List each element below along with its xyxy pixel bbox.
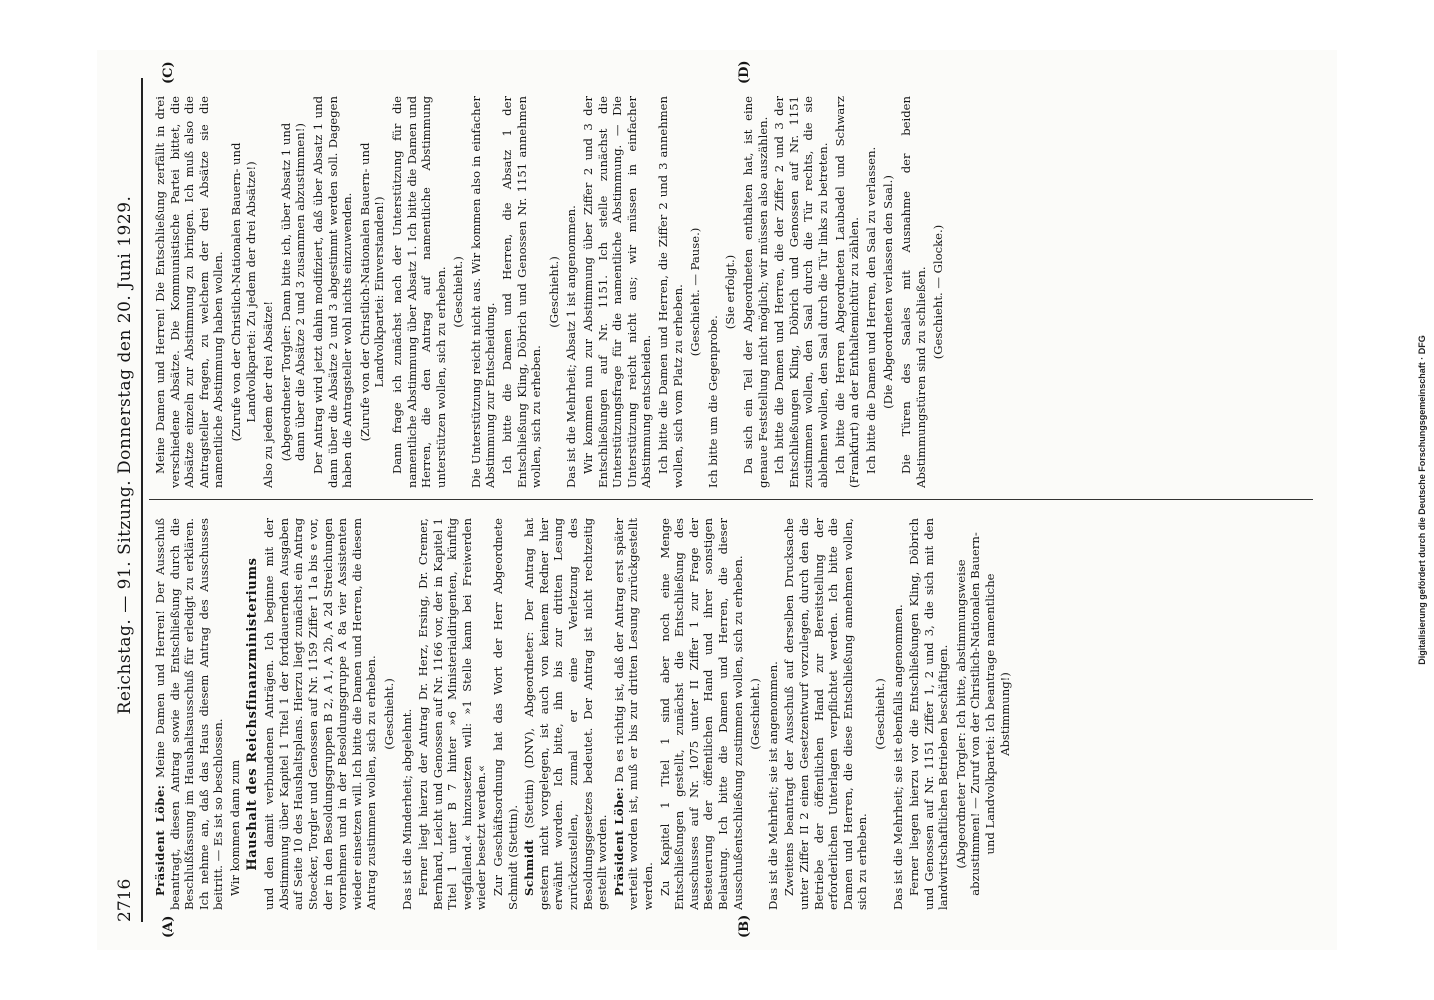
page-number: 2716 — [115, 878, 135, 922]
stage-direction: (Abgeordneter Torgler: Ich bitte, abstimmungsweise abzustimmen! — Zuruf von der Christlich-Nationalen Bauern- und Landvolkpartei: Ich beantrage namentliche Abstimmung!) — [953, 532, 1012, 896]
paragraph: Das ist die Mehrheit; Absatz 1 ist angenommen. — [564, 205, 579, 488]
stage-direction: (Geschieht. — Glocke.) — [931, 224, 946, 360]
paragraph: Das ist die Mehrheit; sie ist angenommen. — [765, 661, 780, 910]
column-divider — [149, 499, 1313, 500]
paragraph: Der Antrag wird jetzt dahin modifiziert, daß über Absatz 1 und dann über die Absätze 2 und 3 abgestimmt werden soll. Dagegen haben die Antragsteller wohl nichts einzuwenden. — [310, 96, 355, 488]
stage-direction: (Geschieht.) — [546, 256, 561, 328]
margin-marker-d: (D) — [737, 60, 752, 84]
running-title: Reichstag. — 91. Sitzung. Donnerstag den 20. Juni 1929. — [115, 195, 135, 715]
stage-direction: (Zurufe von der Christlich-Nationalen Bauern- und Landvolkpartei: Zu jedem der drei Absätze!) — [228, 142, 258, 442]
stage-direction: (Sie erfolgt.) — [723, 254, 738, 330]
paragraph: Ich bitte die Damen und Herren, die der Ziffer 2 und 3 der Entschließungen Kling, Döbrich und Genossen auf Nr. 1151 zustimmen wollen, den Saal durch die Tür rechts, die sie ablehnen wollen, den Saal durch die Tür links zu betreten. — [772, 96, 830, 488]
paragraph: und den damit verbundenen Anträgen. Ich beginne mit der Abstimmung über Kapitel 1 Titel 1 der fortdauernden Ausgaben auf Seite 10 des Haushaltsplans. Hierzu liegt zunächst ein Antrag Stoecker, Torgler und Genossen auf Nr. 1159 Ziffer 1 1a bis e vor, der in den Besoldungsgruppen B 2, A 1, A 2b, A 2d Streichungen vornehmen und in der Besoldungsgruppe A 8a vier Assistenten wieder einsetzen will. Ich bitte die Damen und Herren, die diesem Antrag zustimmen wollen, sich zu erheben. — [262, 518, 379, 910]
paragraph: Die Unterstützung reicht nicht aus. Wir kommen also in einfacher Abstimmung zur Entscheidung. — [468, 96, 498, 488]
paragraph: Also zu jedem der drei Absätze! — [261, 300, 276, 488]
paragraph-text: Meine Damen und Herren! Der Ausschuß beantragt, diesen Antrag sowie die Entschließung durch die Beschlußfassung im Haushaltsausschuß für erledigt zu erklären. Ich nehme an, daß das Haus diesem Antrag des Ausschusses beitritt. — Es ist so beschlossen. — [153, 518, 226, 910]
paragraph: Ich bitte die Damen und Herren, die Ziffer 2 und 3 annehmen wollen, sich vom Platz zu erheben. — [656, 96, 685, 488]
paragraph: Ich bitte die Damen und Herren, die Absatz 1 der Entschließung Kling, Döbrich und Genossen Nr. 1151 annehmen wollen, sich zu erheben. — [500, 96, 544, 488]
paragraph: Ich bitte die Herren Abgeordneten Laubadel und Schwarz (Frankfurt) an der Enthaltemichtür zu zählen. — [832, 96, 862, 488]
paragraph — [612, 518, 656, 910]
right-column — [153, 96, 1317, 488]
paragraph: Wir kommen dann zum — [227, 759, 242, 896]
speaker-name: Präsident Löbe: — [153, 784, 167, 896]
paragraph: Dann frage ich zunächst nach der Unterstützung für die namentliche Abstimmung über Absatz 1. Ich bitte die Damen und Herren, die den Antrag auf namentliche Abstimmung unterstützen wollen, sich zu erheben. — [389, 96, 448, 488]
section-heading: Haushalt des Reichsfinanzministeriums — [244, 557, 260, 871]
paragraph: Das ist die Mehrheit; sie ist ebenfalls angenommen. — [890, 604, 905, 910]
digitization-credit: Digitalisierung gefördert durch die Deutsche Forschungsgemeinschaft · DFG — [1417, 335, 1427, 665]
paragraph: Ich bitte die Damen und Herren, den Saal zu verlassen. — [863, 146, 878, 474]
paragraph: Ferner liegen hierzu vor die Entschließungen Kling, Döbrich und Genossen auf Nr. 1151 Ziffer 1, 2 und 3, die sich mit den landwirtschaftlichen Betrieben beschäftigen. — [907, 518, 951, 910]
paragraph: Wir kommen nun zur Abstimmung über Ziffer 2 und 3 der Entschließungen auf Nr. 1151. Ich stelle zunächst die Unterstützungsfrage für die namentliche Abstimmung. — Die Unterstützung reicht nicht aus; wir müssen in einfacher Abstimmung entscheiden. — [581, 96, 654, 488]
stage-direction: (Abgeordneter Torgler: Dann bitte ich, über Absatz 1 und dann über die Absätze 2 und 3 zusammen abzustimmen!) — [278, 122, 308, 462]
stage-direction: (Zurufe von der Christlich-Nationalen Bauern- und Landvolkpartei: Einverstanden!) — [357, 142, 387, 442]
stage-direction: (Geschieht.) — [381, 678, 396, 750]
stage-direction: (Geschieht.) — [748, 678, 763, 750]
paragraph: Ferner liegt hierzu der Antrag Dr. Herz, Ersing, Dr. Cremer, Bernhard, Leicht und Genossen auf Nr. 1166 vor, der in Kapitel 1 Titel 1 unter B 7 hinter »6 Ministerialdirigenten, künftig wegfallend.« hinzusetzen will: »1 Stelle kann bei Freiwerden wieder besetzt werden.« — [416, 518, 489, 910]
stage-direction: (Die Abgeordneten verlassen den Saal.) — [881, 175, 896, 409]
paragraph: Ich bitte um die Gegenprobe. — [705, 315, 720, 488]
speaker-name: Präsident Löbe: — [611, 786, 626, 896]
left-column — [153, 518, 1317, 910]
paragraph — [522, 518, 610, 910]
margin-marker-b: (B) — [737, 914, 752, 938]
stage-direction: (Geschieht.) — [451, 256, 466, 328]
paragraph: Zu Kapitel 1 Titel 1 sind aber noch eine Menge Entschließungen gestellt, zunächst die Entschließung des Ausschusses auf Nr. 1075 unter II Ziffer 1 zur Frage der Besteuerung der öffentlichen Hand und ihrer sonstigen Belastung. Ich bitte die Damen und Herren, die dieser Ausschußentschließung zustimmen wollen, sich zu erheben. — [657, 518, 745, 910]
stage-direction: (Geschieht.) — [872, 678, 887, 750]
speaker-name: Schmidt — [522, 839, 537, 896]
paragraph: Zur Geschäftsordnung hat das Wort der Herr Abgeordnete Schmidt (Stettin). — [491, 518, 520, 910]
paragraph: Das ist die Minderheit; abgelehnt. — [399, 708, 414, 910]
document-page — [97, 50, 1337, 950]
paragraph-text: Da es richtig ist, daß der Antrag erst später verteilt worden ist, muß er bis zur dritten Lesung zurückgestellt werden. — [611, 518, 655, 910]
paragraph: Meine Damen und Herren! Die Entschließung zerfällt in drei verschiedene Absätze. Die Kommunistische Partei bittet, die Absätze einzeln zur Abstimmung zu bringen. Ich muß also die Antragsteller fragen, zu welchem der drei Absätze sie die namentliche Abstimmung haben wollen. — [153, 96, 226, 488]
paragraph: Da sich ein Teil der Abgeordneten enthalten hat, ist eine genaue Feststellung nicht möglich; wir müssen also auszählen. — [740, 96, 770, 488]
paragraph-text: (Stettin) (DNV), Abgeordneter: Der Antrag hat gestern nicht vorgelegen, ist auch von keinem Redner hier erwähnt worden. Ich bitte, ihn bis zur dritten Lesung zurückzustellen, zumal er eine Verletzung des Besoldungsgesetzes bedeutet. Der Antrag ist nicht rechtzeitig gestellt worden. — [522, 518, 610, 910]
margin-marker-c: (C) — [161, 61, 176, 84]
paragraph: Zweitens beantragt der Ausschuß auf derselben Drucksache unter Ziffer II 2 einen Gesetzentwurf vorzulegen, durch den die Betriebe der öffentlichen Hand zur Bereitstellung der erforderlichen Unterlagen verpflichtet werden. Ich bitte die Damen und Herren, die diese Entschließung annehmen wollen, sich zu erheben. — [782, 518, 870, 910]
stage-direction: (Geschieht. — Pause.) — [688, 227, 703, 357]
margin-marker-a: (A) — [161, 915, 176, 938]
paragraph: Die Türen des Saales mit Ausnahme der beiden Abstimmungstüren sind zu schließen. — [898, 96, 928, 488]
paragraph — [153, 518, 226, 910]
page-header — [111, 78, 143, 922]
